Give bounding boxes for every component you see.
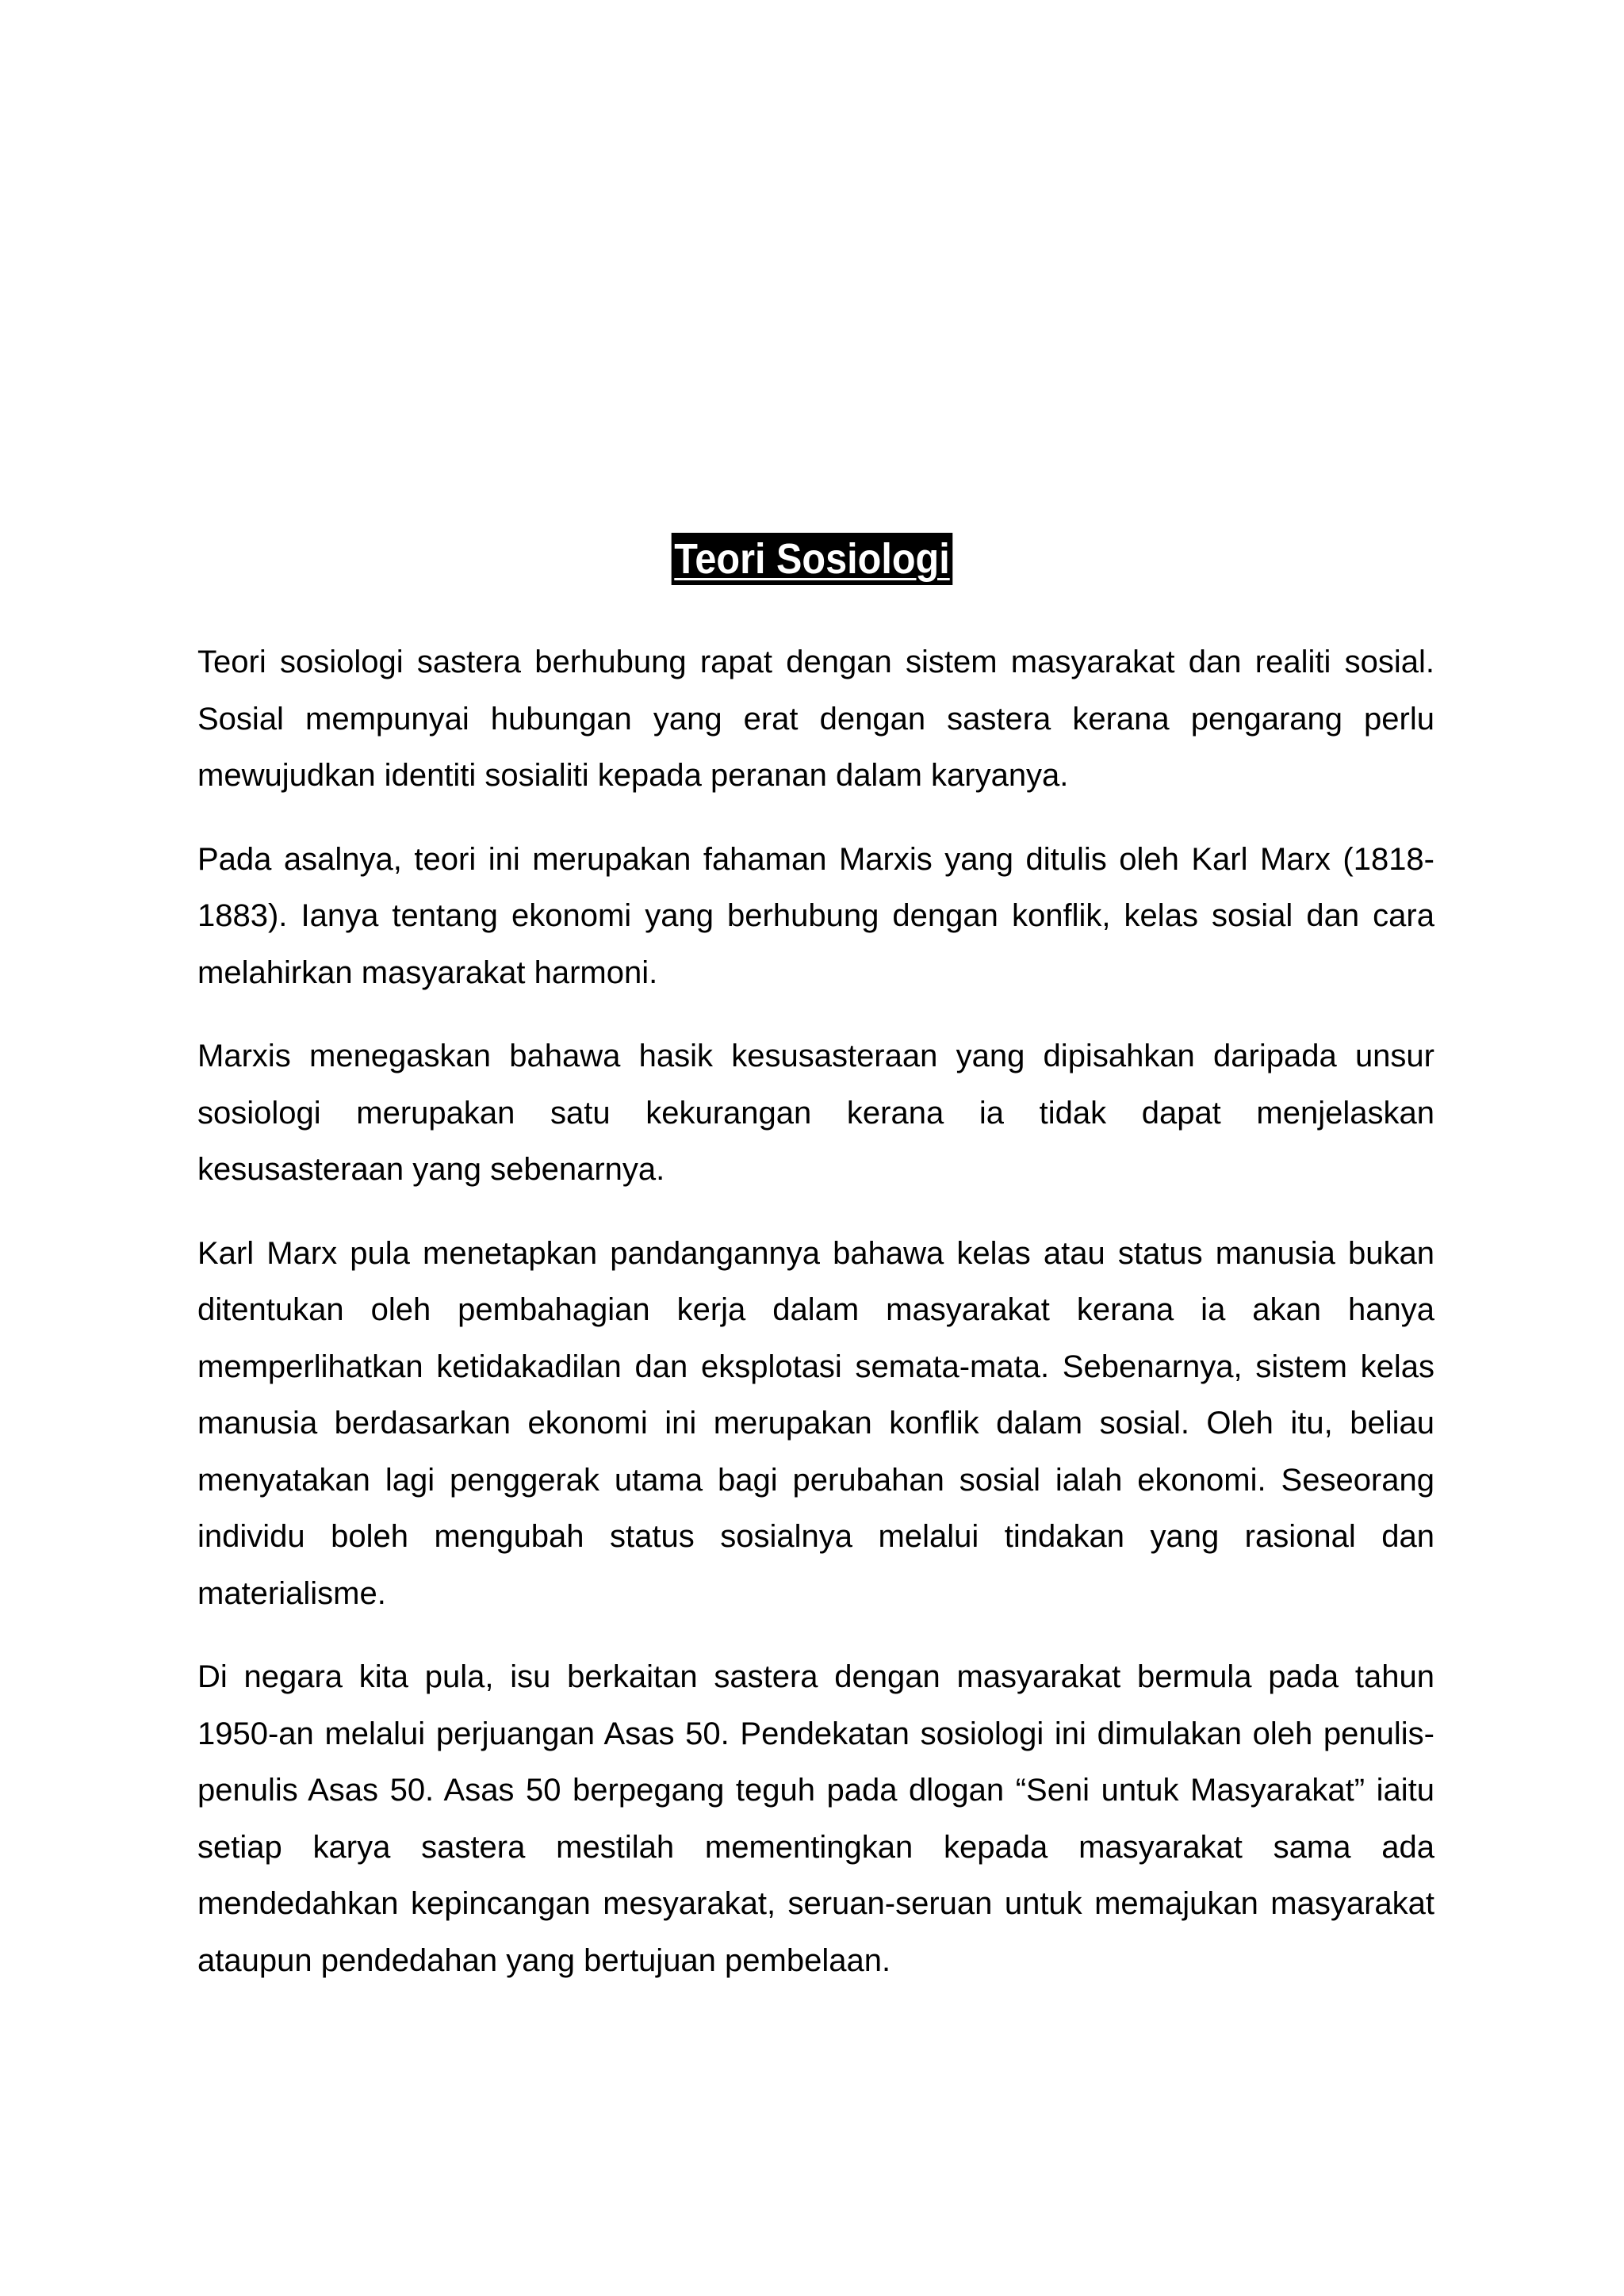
- document-body: [197, 634, 1434, 2016]
- page-title: Teori Sosiologi: [672, 533, 953, 585]
- paragraph-1: Teori sosiologi sastera berhubung rapat dengan sistem masyarakat dan realiti sosial. Sosial mempunyai hubungan yang erat dengan sastera kerana pengarang perlu mewujudkan identiti sosialiti kepada peranan dalam karyanya.: [197, 645, 1434, 793]
- paragraph-5: Di negara kita pula, isu berkaitan sastera dengan masyarakat bermula pada tahun 1950-an melalui perjuangan Asas 50. Pendekatan sosiologi ini dimulakan oleh penulis-penulis Asas 50. Asas 50 berpegang teguh pada dlogan “Seni untuk Masyarakat” iaitu setiap karya sastera mestilah mementingkan kepada masyarakat sama ada mendedahkan kepincangan mesyarakat, seruan-seruan untuk memajukan masyarakat ataupun pendedahan yang bertujuan pembelaan.: [197, 1659, 1434, 1978]
- title-container: [0, 533, 1624, 585]
- paragraph-2: Pada asalnya, teori ini merupakan fahaman Marxis yang ditulis oleh Karl Marx (1818-1883). Ianya tentang ekonomi yang berhubung dengan konflik, kelas sosial dan cara melahirkan masyarakat harmoni.: [197, 841, 1434, 990]
- paragraph-4: Karl Marx pula menetapkan pandangannya bahawa kelas atau status manusia bukan ditentukan oleh pembahagian kerja dalam masyarakat kerana ia akan hanya memperlihatkan ketidakadilan dan eksplotasi semata-mata. Sebenarnya, sistem kelas manusia berdasarkan ekonomi ini merupakan konflik dalam sosial. Oleh itu, beliau menyatakan lagi penggerak utama bagi perubahan sosial ialah ekonomi. Seseorang individu boleh mengubah status sosialnya melalui tindakan yang rasional dan materialisme.: [197, 1235, 1434, 1611]
- paragraph-3: Marxis menegaskan bahawa hasik kesusasteraan yang dipisahkan daripada unsur sosiologi merupakan satu kekurangan kerana ia tidak dapat menjelaskan kesusasteraan yang sebenarnya.: [197, 1039, 1434, 1187]
